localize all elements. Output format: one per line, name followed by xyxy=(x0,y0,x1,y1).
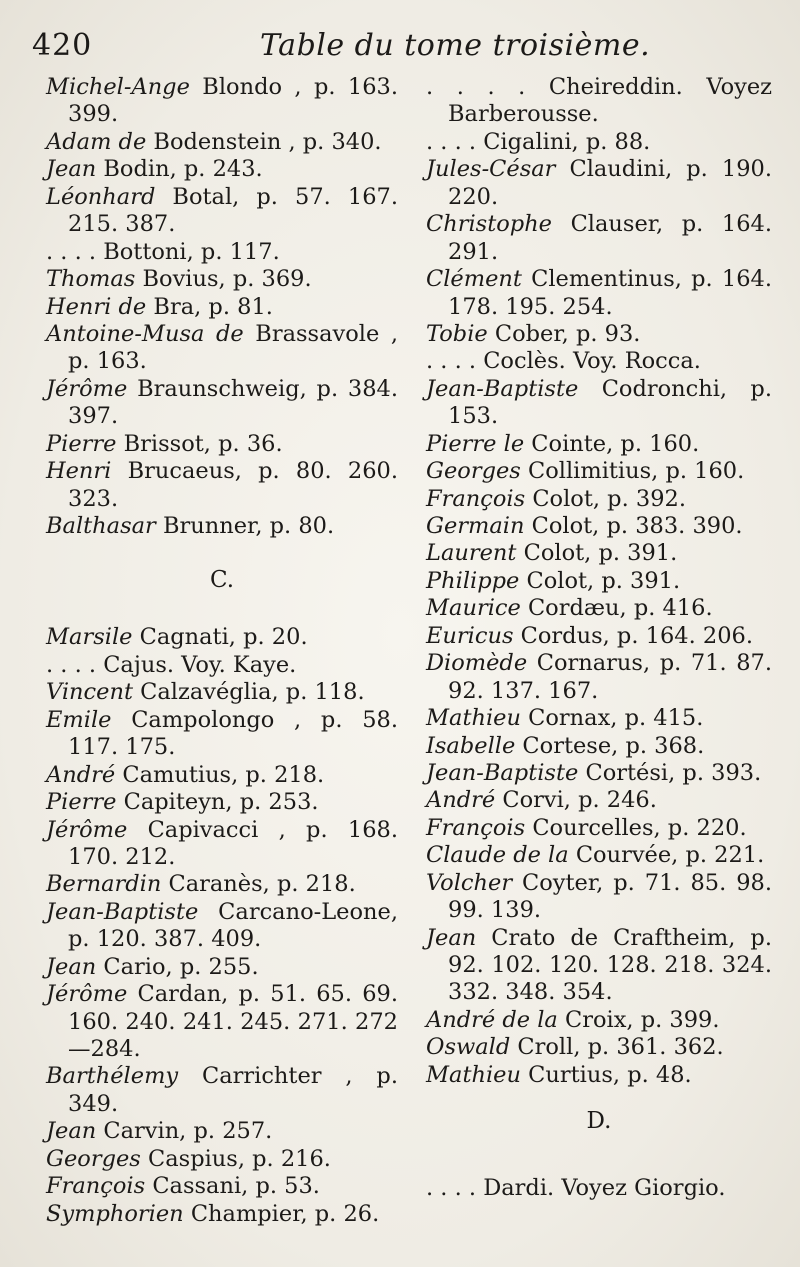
index-entry xyxy=(426,787,772,814)
entry-text: Clementinus, p. 164. 178. 195. 254. xyxy=(448,266,772,320)
index-entry xyxy=(46,679,398,706)
index-entry xyxy=(46,431,398,458)
index-entry xyxy=(426,321,772,348)
entry-text: Cassani, p. 53. xyxy=(145,1173,320,1200)
entry-forename: Pierre xyxy=(46,789,117,816)
index-entry xyxy=(46,817,398,872)
index-entry xyxy=(426,211,772,266)
entry-forename: Jean-Baptiste xyxy=(426,759,579,786)
index-entry xyxy=(46,1146,398,1173)
index-entry xyxy=(46,74,398,129)
entry-text: Colot, p. 392. xyxy=(525,485,686,512)
entry-text: Cornarus, p. 71. 87. 92. 137. 167. xyxy=(448,650,772,704)
entry-text: . . . . Coclès. Voy. Rocca. xyxy=(426,348,701,375)
entry-forename: Henri xyxy=(46,458,112,485)
entry-forename: Bernardin xyxy=(46,871,162,898)
entry-forename: Antoine-Musa de xyxy=(46,320,244,347)
entry-forename: André de la xyxy=(426,1006,558,1033)
entry-text: Cornax, p. 415. xyxy=(521,705,704,732)
entry-forename: Christophe xyxy=(426,211,553,238)
entry-forename: Pierre xyxy=(46,430,117,457)
page-number: 420 xyxy=(32,28,93,63)
index-entry xyxy=(46,458,398,513)
entry-forename: Tobie xyxy=(426,320,488,347)
entry-text: Capivacci , p. 168. 170. 212. xyxy=(68,816,398,870)
entry-text: Braunschweig, p. 384. 397. xyxy=(68,375,398,430)
index-entry xyxy=(426,458,772,485)
entry-forename: Jérôme xyxy=(46,981,128,1008)
right-column xyxy=(426,74,772,1203)
entry-text: Claudini, p. 190. 220. xyxy=(448,156,772,210)
index-entry xyxy=(426,129,772,156)
entry-text: Carvin, p. 257. xyxy=(96,1118,273,1145)
index-entry xyxy=(46,899,398,954)
index-entry xyxy=(46,707,398,762)
entry-forename: Michel-Ange xyxy=(46,74,190,100)
entry-forename: Clément xyxy=(426,266,522,293)
index-entry xyxy=(46,513,398,540)
entry-text: Blondo , p. 163. 399. xyxy=(68,74,398,128)
index-entry xyxy=(426,348,772,375)
entry-text: Cortese, p. 368. xyxy=(515,732,705,759)
entry-forename: Thomas xyxy=(46,266,136,293)
entry-forename: François xyxy=(46,1173,146,1200)
section-heading-c: C. xyxy=(209,567,235,594)
index-entry xyxy=(426,733,772,760)
entry-forename: Jean-Baptiste xyxy=(46,898,199,925)
entry-text: Clauser, p. 164. 291. xyxy=(448,211,772,265)
entry-forename: Vincent xyxy=(46,679,133,706)
entry-text: Colot, p. 391. xyxy=(516,540,678,567)
entry-forename: Euricus xyxy=(426,622,514,649)
index-entry xyxy=(46,789,398,816)
index-entry xyxy=(426,595,772,622)
entry-text: Cordus, p. 164. 206. xyxy=(513,622,753,649)
entry-text: . . . . Dardi. Voyez Giorgio. xyxy=(426,1175,726,1202)
index-entry xyxy=(46,376,398,431)
index-entry xyxy=(46,321,398,376)
entry-forename: Mathieu xyxy=(426,705,521,732)
entry-forename: André xyxy=(426,787,496,814)
entry-forename: Adam de xyxy=(46,128,147,155)
entry-text: Bodin, p. 243. xyxy=(96,156,263,183)
entry-forename: Balthasar xyxy=(46,513,156,539)
index-entry xyxy=(426,568,772,595)
index-entry xyxy=(426,74,772,129)
running-title: Table du tome troisième. xyxy=(260,28,651,63)
entry-text: Codronchi, p. 153. xyxy=(448,375,772,430)
entry-text: Cober, p. 93. xyxy=(487,320,641,347)
index-entry xyxy=(46,954,398,981)
entry-text: Cortési, p. 393. xyxy=(578,759,762,786)
entry-text: . . . . Bottoni, p. 117. xyxy=(46,238,280,265)
index-entry xyxy=(426,870,772,925)
index-entry xyxy=(46,624,398,651)
entry-forename: Oswald xyxy=(426,1034,511,1061)
index-entry xyxy=(46,1173,398,1200)
entry-text: Capiteyn, p. 253. xyxy=(116,789,319,816)
entry-forename: Jean xyxy=(426,924,477,951)
entry-forename: Barthélemy xyxy=(46,1063,179,1090)
entry-text: Cordæu, p. 416. xyxy=(520,595,713,622)
entry-forename: Jean xyxy=(46,1118,97,1145)
entry-forename: Jérôme xyxy=(46,375,128,402)
index-entry xyxy=(426,815,772,842)
entry-text: Caspius, p. 216. xyxy=(140,1145,331,1172)
entry-forename: Pierre le xyxy=(426,430,525,457)
index-entry xyxy=(426,540,772,567)
index-entry xyxy=(46,239,398,266)
entry-forename: Jules-César xyxy=(426,156,556,183)
entry-forename: Diomède xyxy=(426,650,528,677)
entry-text: Calzavéglia, p. 118. xyxy=(133,679,365,706)
index-entry xyxy=(46,184,398,239)
index-entry xyxy=(46,156,398,183)
entry-text: Coyter, p. 71. 85. 98. 99. 139. xyxy=(448,869,772,924)
entry-text: Courvée, p. 221. xyxy=(568,842,765,869)
entry-text: Colot, p. 391. xyxy=(519,567,681,594)
entry-forename: Jean-Baptiste xyxy=(426,375,579,402)
entry-text: Brassavole , p. 163. xyxy=(68,320,398,375)
index-entry xyxy=(46,871,398,898)
entry-forename: Isabelle xyxy=(426,732,516,759)
entry-forename: Georges xyxy=(426,458,521,485)
index-entry xyxy=(46,1118,398,1145)
entry-forename: Marsile xyxy=(46,624,133,651)
index-entry xyxy=(426,760,772,787)
index-entry xyxy=(426,650,772,705)
index-entry xyxy=(426,513,772,540)
entry-forename: Philippe xyxy=(426,567,520,594)
index-entry xyxy=(46,266,398,293)
entry-forename: François xyxy=(426,485,526,512)
entry-text: Brucaeus, p. 80. 260. 323. xyxy=(68,458,398,512)
entry-text: . . . . Cajus. Voy. Kaye. xyxy=(46,651,297,678)
entry-text: . . . . Cigalini, p. 88. xyxy=(426,128,651,155)
entry-forename: Symphorien xyxy=(46,1200,184,1227)
index-entry xyxy=(426,431,772,458)
index-entry xyxy=(46,762,398,789)
entry-text: Carcano-Leone, p. 120. 387. 409. xyxy=(68,898,398,953)
entry-forename: Georges xyxy=(46,1145,141,1172)
entry-text: Collimitius, p. 160. xyxy=(520,458,745,485)
index-entry xyxy=(426,266,772,321)
entry-text: Croix, p. 399. xyxy=(557,1006,720,1033)
entry-text: Caranès, p. 218. xyxy=(161,871,356,898)
entry-text: Corvi, p. 246. xyxy=(495,787,657,814)
entry-forename: Jean xyxy=(46,953,97,980)
entry-forename: François xyxy=(426,814,526,841)
index-entry xyxy=(426,376,772,431)
entry-forename: André xyxy=(46,761,116,788)
entry-text: Cointe, p. 160. xyxy=(524,430,700,457)
index-entry xyxy=(46,294,398,321)
entry-forename: Claude de la xyxy=(426,842,569,869)
entry-text: Bodenstein , p. 340. xyxy=(146,128,382,155)
index-entry xyxy=(426,1062,772,1089)
entry-text: Cario, p. 255. xyxy=(96,953,259,980)
section-heading-d: D. xyxy=(586,1108,612,1135)
entry-text: Cagnati, p. 20. xyxy=(132,624,308,651)
entry-forename: Emile xyxy=(46,706,112,733)
index-entry xyxy=(426,1034,772,1061)
index-entry xyxy=(426,1007,772,1034)
entry-text: Croll, p. 361. 362. xyxy=(510,1034,724,1061)
entry-text: Courcelles, p. 220. xyxy=(525,814,747,841)
entry-forename: Mathieu xyxy=(426,1061,521,1088)
entry-text: . . . . Cheireddin. Voyez Barberousse. xyxy=(426,74,772,128)
entry-text: Brunner, p. 80. xyxy=(155,513,335,539)
entry-text: Champier, p. 26. xyxy=(183,1200,380,1227)
entry-text: Botal, p. 57. 167. 215. 387. xyxy=(68,183,398,238)
entry-forename: Maurice xyxy=(426,595,521,622)
page-header xyxy=(30,28,770,74)
entry-text: Cardan, p. 51. 65. 69. 160. 240. 241. 245. 271. 272—284. xyxy=(68,981,398,1063)
entry-text: Carrichter , p. 349. xyxy=(68,1063,398,1117)
entry-forename: Volcher xyxy=(426,869,513,896)
left-column xyxy=(46,74,398,1228)
entry-forename: Laurent xyxy=(426,540,517,567)
entry-text: Colot, p. 383. 390. xyxy=(524,513,743,539)
entry-text: Bovius, p. 369. xyxy=(135,266,312,293)
index-entry xyxy=(46,981,398,1063)
index-entry xyxy=(46,129,398,156)
index-entry xyxy=(426,156,772,211)
index-entry xyxy=(426,1175,772,1202)
index-entry xyxy=(426,623,772,650)
entry-forename: Jean xyxy=(46,156,97,183)
entry-forename: Léonhard xyxy=(46,183,156,210)
entry-forename: Jérôme xyxy=(46,816,128,843)
entry-forename: Germain xyxy=(426,513,525,539)
entry-forename: Henri de xyxy=(46,293,147,320)
index-entry xyxy=(46,1201,398,1228)
index-entry xyxy=(426,842,772,869)
entry-text: Camutius, p. 218. xyxy=(115,761,325,788)
index-entry xyxy=(46,652,398,679)
entry-text: Crato de Craftheim, p. 92. 102. 120. 128. 218. 324. 332. 348. 354. xyxy=(448,924,772,1006)
entry-text: Campolongo , p. 58. 117. 175. xyxy=(68,706,398,761)
index-entry xyxy=(46,1063,398,1118)
index-entry xyxy=(426,486,772,513)
entry-text: Brissot, p. 36. xyxy=(116,430,283,457)
entry-text: Bra, p. 81. xyxy=(146,293,273,320)
entry-text: Curtius, p. 48. xyxy=(521,1061,692,1088)
index-entry xyxy=(426,925,772,1007)
index-entry xyxy=(426,705,772,732)
